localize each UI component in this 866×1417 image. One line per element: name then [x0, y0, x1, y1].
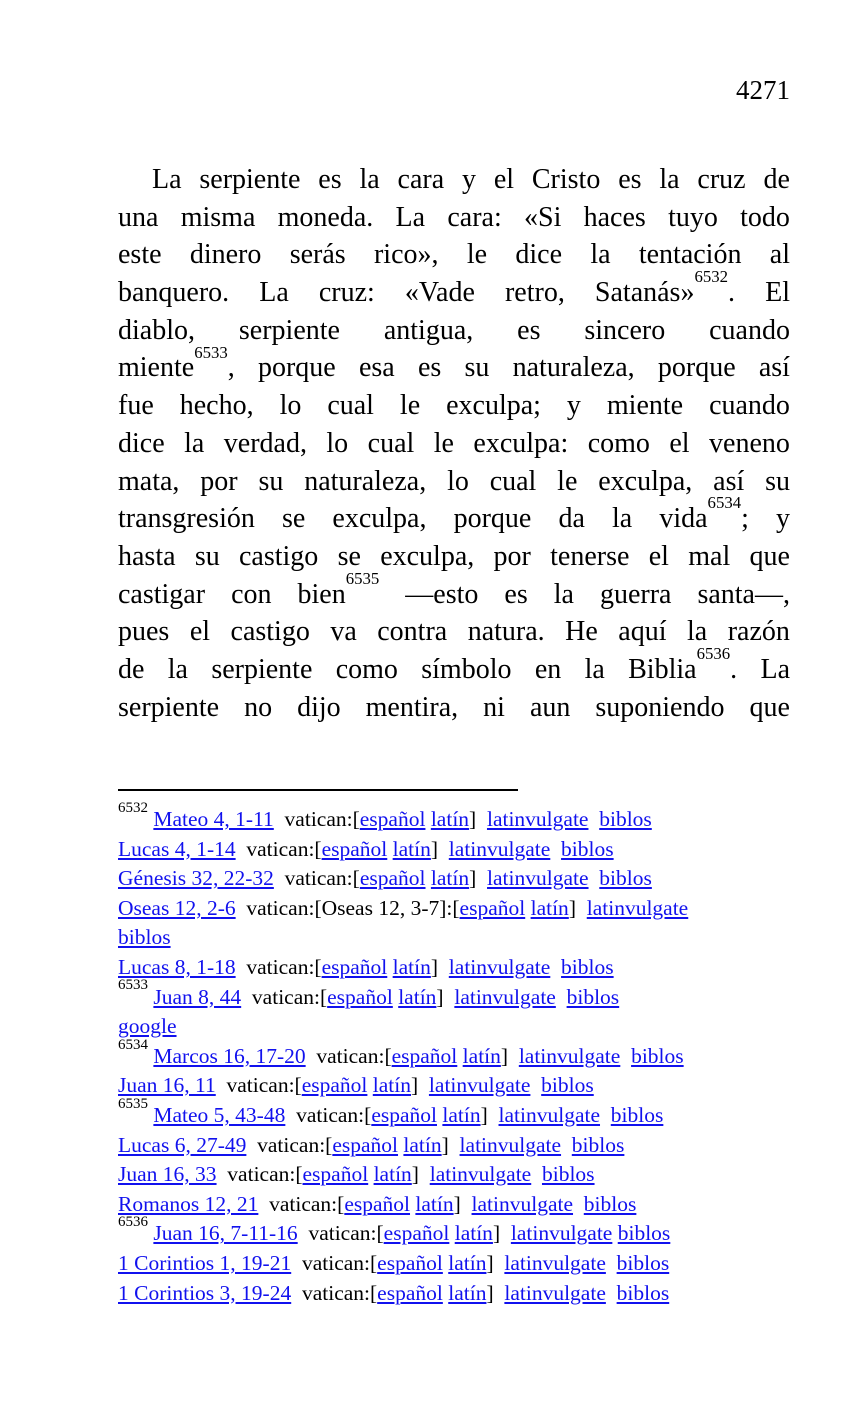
footnote-ref: 6532 — [694, 267, 729, 287]
body-word: da — [558, 503, 585, 535]
footnote-link[interactable]: latín — [462, 1043, 501, 1068]
footnote-link[interactable]: latín — [403, 1132, 442, 1157]
footnote-link[interactable]: biblos — [566, 984, 620, 1009]
body-word: va — [330, 616, 357, 648]
footnote-link[interactable]: latinvulgate — [448, 954, 551, 979]
body-word: le — [433, 427, 454, 459]
footnote-link[interactable]: google — [118, 1014, 177, 1039]
body-word: símbolo — [421, 653, 512, 685]
footnote-link[interactable]: biblos — [616, 1280, 670, 1305]
footnote-link[interactable]: español — [459, 895, 526, 920]
footnote-link[interactable]: 1 Corintios 1, 19-21 — [118, 1250, 292, 1275]
footnote-link[interactable]: biblos — [561, 836, 614, 861]
footnote-line: $^{6535}$ Mateo 5, 43-48 vatican:[español latín] latinvulgate biblos — [118, 1095, 664, 1127]
footnote-link[interactable]: biblos — [610, 1102, 664, 1127]
body-word: que — [749, 691, 790, 723]
footnote-link[interactable]: español — [391, 1043, 458, 1068]
footnote-link[interactable]: biblos — [571, 1132, 625, 1157]
body-word: la — [167, 653, 188, 685]
body-word: He — [565, 616, 598, 648]
body-word: El — [765, 277, 790, 309]
body-word: de — [763, 164, 790, 195]
body-word: aun — [529, 691, 571, 723]
footnote-link[interactable]: Juan 16, 7-11-16 — [153, 1221, 298, 1246]
body-word: hecho, — [179, 390, 254, 422]
footnote-ref: 6536 — [696, 644, 731, 664]
body-word: cuando — [709, 390, 790, 422]
body-word: hasta — [118, 540, 176, 572]
body-word: lo — [279, 390, 302, 422]
body-word: miente$^{6533}$, — [118, 342, 235, 384]
body-line — [118, 613, 790, 651]
body-word: antigua, — [383, 314, 474, 346]
body-word: cual — [367, 427, 415, 459]
footnote-link[interactable]: biblos — [599, 866, 652, 891]
footnote-link[interactable]: latinvulgate — [486, 807, 589, 831]
body-word: «Vade — [404, 277, 475, 309]
footnote-link[interactable]: latinvulgate — [471, 1191, 574, 1216]
body-line — [118, 538, 790, 576]
body-word: cruz — [697, 164, 746, 195]
body-word: Biblia$^{6536}$. — [628, 644, 738, 685]
body-word: se — [281, 503, 306, 535]
footnote-link[interactable]: latinvulgate — [429, 1162, 532, 1187]
footnote-link[interactable]: latín — [430, 866, 470, 891]
body-word: con — [231, 578, 272, 610]
body-word: La — [760, 653, 790, 685]
body-word: santa—, — [697, 578, 790, 610]
body-word: exculpa; — [446, 390, 541, 422]
body-word: exculpa, — [380, 540, 475, 572]
body-line — [118, 387, 790, 425]
body-word: dinero — [189, 239, 262, 271]
footnote-link[interactable]: Lucas 4, 1-14 — [118, 836, 236, 861]
footnote-ref: 6533 — [194, 342, 228, 362]
body-word: diablo, — [118, 314, 195, 346]
footnote-ref: 6534 — [707, 493, 742, 513]
body-word: el — [648, 540, 669, 572]
body-word: le — [466, 239, 488, 271]
body-word: cual — [327, 390, 374, 422]
body-word: por — [200, 465, 238, 497]
footnote-link[interactable]: latín — [398, 984, 437, 1009]
footnote-link[interactable]: latín — [430, 807, 470, 831]
body-word: al — [769, 239, 790, 271]
footnote-link[interactable]: Lucas 6, 27-49 — [118, 1132, 247, 1157]
body-word: serpiente — [211, 653, 313, 685]
footnote-link[interactable]: español — [332, 1132, 399, 1157]
body-word: la — [612, 503, 633, 535]
body-word: transgresión — [118, 503, 255, 535]
footnote-line: 1 Corintios 3, 19-24 vatican:[español latín] latinvulgate biblos — [118, 1280, 670, 1305]
footnote-line: $^{6536}$ Juan 16, 7-11-16 vatican:[español latín] latinvulgate biblos — [118, 1214, 671, 1246]
body-word: cuando — [709, 314, 790, 346]
body-word: moneda. — [277, 201, 374, 233]
body-word: mata, — [118, 465, 180, 497]
body-word: exculpa: — [473, 427, 569, 459]
body-line — [118, 342, 790, 387]
body-word: serás — [289, 239, 346, 271]
footnote-link[interactable]: español — [327, 984, 393, 1009]
footnote-link[interactable]: español — [377, 1280, 443, 1305]
body-word: La — [259, 277, 289, 309]
body-line — [118, 199, 790, 237]
footnote-link[interactable]: español — [302, 1162, 369, 1187]
body-word: es — [318, 164, 342, 195]
footnote-line: Lucas 4, 1-14 vatican:[español latín] latinvulgate biblos — [118, 836, 614, 861]
footnote-link[interactable]: latinvulgate — [428, 1073, 531, 1098]
footnote-link[interactable]: Génesis 32, 22-32 — [118, 866, 274, 891]
footnote-line: Génesis 32, 22-32 vatican:[español latín] latinvulgate biblos — [118, 866, 652, 891]
footnote-number: 6533 — [118, 977, 148, 994]
body-word: el — [189, 616, 211, 648]
footnote-link[interactable]: Mateo 5, 43-48 — [153, 1102, 286, 1127]
footnote-link[interactable]: 1 Corintios 3, 19-24 — [118, 1280, 292, 1305]
footnote-line — [118, 1012, 818, 1042]
footnote-link[interactable]: latinvulgate — [454, 984, 556, 1009]
footnote-link[interactable]: latín — [373, 1162, 412, 1187]
body-word: razón — [727, 616, 790, 648]
body-word: guerra — [599, 578, 672, 610]
body-word: exculpa, — [598, 465, 693, 497]
footnote-line: 1 Corintios 1, 19-21 vatican:[español latín] latinvulgate biblos — [118, 1250, 670, 1275]
body-line — [118, 236, 790, 274]
body-word: naturaleza, — [304, 465, 427, 497]
body-word: como — [587, 427, 650, 459]
footnote-line: Juan 16, 33 vatican:[español latín] latinvulgate biblos — [118, 1162, 595, 1187]
body-word: dice — [515, 239, 562, 271]
footnote-link[interactable]: latín — [372, 1073, 411, 1098]
footnote-link[interactable]: biblos — [617, 1221, 671, 1246]
body-word: el — [669, 427, 690, 459]
footnote-link[interactable]: Mateo 4, 1-11 — [153, 807, 274, 831]
footnote-link[interactable]: español — [371, 1102, 437, 1127]
footnote-number: 6535 — [118, 1095, 148, 1112]
footnote-link[interactable]: latín — [442, 1102, 481, 1127]
footnote-link[interactable]: Juan 16, 33 — [118, 1162, 217, 1187]
footnote-link[interactable]: latín — [530, 895, 569, 920]
footnote-line: Lucas 8, 1-18 vatican:[español latín] latinvulgate biblos — [118, 954, 614, 979]
footnote-link[interactable]: español — [359, 807, 426, 831]
body-word: que — [749, 540, 790, 572]
footnote-link[interactable]: biblos — [541, 1162, 595, 1187]
body-word: misma — [180, 201, 256, 233]
body-word: la — [584, 653, 605, 685]
footnote-link[interactable]: Marcos 16, 17-20 — [153, 1043, 306, 1068]
body-word: cual — [489, 465, 537, 497]
body-word: le — [557, 465, 578, 497]
footnote-link[interactable]: español — [321, 954, 388, 979]
body-word: dijo — [297, 691, 341, 723]
body-word: Satanás»$^{6532}$. — [594, 267, 736, 309]
body-word: no — [244, 691, 273, 723]
body-word: es — [618, 164, 642, 195]
body-word: en — [534, 653, 562, 685]
footnote-link[interactable]: latín — [454, 1221, 493, 1246]
body-word: su — [194, 540, 220, 572]
body-word: la — [659, 164, 680, 195]
body-word: dice — [118, 427, 165, 459]
footnote-link[interactable]: latinvulgate — [448, 836, 551, 861]
body-word: tuyo — [668, 201, 718, 233]
footnote-link[interactable]: latín — [448, 1280, 487, 1305]
body-line — [118, 267, 790, 312]
body-line — [118, 161, 790, 199]
footnote-line: $^{6533}$ Juan 8, 44 vatican:[español latín] latinvulgate biblos — [118, 977, 620, 1009]
body-line — [118, 493, 790, 538]
footnote-line — [118, 923, 818, 953]
footnote-link[interactable]: biblos — [561, 954, 614, 979]
footnote-line: Lucas 6, 27-49 vatican:[español latín] latinvulgate biblos — [118, 1132, 625, 1157]
body-word: la — [686, 616, 708, 648]
body-word: miente — [606, 390, 684, 422]
footnote-link[interactable]: latinvulgate — [504, 1250, 606, 1275]
body-word: la — [553, 578, 574, 610]
footnote-link[interactable]: latín — [448, 1250, 487, 1275]
footnote-link[interactable]: español — [301, 1073, 368, 1098]
body-word: —esto — [405, 578, 479, 610]
body-word: vida$^{6534}$; — [659, 493, 749, 535]
body-word: una — [118, 201, 159, 233]
body-word: por — [493, 540, 531, 572]
body-line — [118, 644, 790, 689]
body-word: ni — [483, 691, 505, 723]
body-word: cara — [397, 164, 445, 195]
body-word: este — [118, 239, 162, 271]
body-word: La — [395, 201, 426, 233]
footnote-separator — [118, 789, 518, 791]
footnote-number: 6534 — [118, 1036, 148, 1053]
body-word: y — [566, 390, 581, 422]
footnotes — [118, 799, 818, 1308]
body-word: contra — [377, 616, 448, 648]
footnote-line: Juan 16, 11 vatican:[español latín] latinvulgate biblos — [118, 1073, 594, 1098]
body-word: naturaleza, — [512, 352, 635, 384]
footnote-number: 6532 — [118, 799, 148, 816]
footnote-link[interactable]: latinvulgate — [504, 1280, 606, 1305]
footnote-link[interactable]: Juan 8, 44 — [153, 984, 242, 1009]
body-word: así — [713, 465, 745, 497]
body-word: se — [337, 540, 361, 572]
footnote-link[interactable]: Oseas 12, 2-6 — [118, 895, 236, 920]
footnote-link[interactable]: español — [383, 1221, 450, 1246]
body-word: mentira, — [365, 691, 459, 723]
footnote-line: $^{6534}$ Marcos 16, 17-20 vatican:[español latín] latinvulgate biblos — [118, 1036, 684, 1068]
footnote-link[interactable]: español — [377, 1250, 443, 1275]
body-word: haces — [583, 201, 646, 233]
body-word: cara: — [447, 201, 502, 233]
body-word: esa — [358, 352, 395, 384]
footnote-link[interactable]: español — [321, 836, 388, 861]
footnote-link[interactable]: Juan 16, 11 — [118, 1073, 216, 1098]
body-word: veneno — [709, 427, 790, 459]
body-word: sincero — [584, 314, 666, 346]
body-word: mal — [688, 540, 731, 572]
footnote-link[interactable]: español — [359, 866, 426, 891]
body-word: la — [184, 427, 205, 459]
body-word: fue — [118, 390, 154, 422]
footnote-line: Oseas 12, 2-6 vatican:[Oseas 12, 3-7]:[español latín] latinvulgate — [118, 895, 689, 920]
body-word: es — [417, 352, 442, 384]
footnote-link[interactable]: latinvulgate — [498, 1102, 601, 1127]
body-word: castigar — [118, 578, 206, 610]
body-word: lo — [326, 427, 349, 459]
body-word: y — [776, 503, 790, 535]
footnote-link[interactable]: latinvulgate — [487, 866, 589, 891]
footnote-link[interactable]: español — [344, 1191, 411, 1216]
body-word: la — [359, 164, 380, 195]
body-text — [118, 161, 790, 726]
footnote-link[interactable]: Romanos 12, 21 — [118, 1191, 259, 1216]
body-word: bien$^{6535}$ — [297, 568, 380, 610]
body-word: porque — [657, 352, 736, 384]
body-word: Cristo — [531, 164, 601, 195]
footnote-link[interactable]: latinvulgate — [510, 1221, 613, 1246]
footnote-line: $^{6532}$ Mateo 4, 1-11 vatican:[español latín] latinvulgate biblos — [118, 799, 652, 831]
body-line — [118, 568, 790, 614]
footnote-link[interactable]: Lucas 8, 1-18 — [118, 954, 236, 979]
body-word: tentación — [638, 239, 742, 271]
body-word: de — [118, 653, 145, 685]
body-word: su — [464, 352, 490, 384]
footnote-link[interactable]: latinvulgate — [586, 895, 689, 920]
body-word: lo — [447, 465, 469, 497]
body-word: la — [590, 239, 611, 271]
body-word: cruz: — [318, 277, 375, 309]
body-word: le — [399, 390, 421, 422]
footnote-link[interactable]: latín — [415, 1191, 454, 1216]
body-word: todo — [740, 201, 790, 233]
body-word: suponiendo — [595, 691, 725, 723]
footnote-link[interactable]: biblos — [541, 1073, 594, 1098]
body-word: como — [335, 653, 398, 685]
footnote-link[interactable]: latinvulgate — [518, 1043, 621, 1068]
body-word: verdad, — [223, 427, 307, 459]
footnote-ref: 6535 — [345, 568, 380, 588]
body-word: rico», — [373, 239, 439, 271]
body-word: así — [758, 352, 790, 384]
body-word: retro, — [504, 277, 565, 309]
footnote-link[interactable]: latín — [392, 836, 431, 861]
body-word: aquí — [618, 616, 667, 648]
body-word: serpiente — [238, 314, 340, 346]
body-word: «Si — [524, 201, 562, 233]
body-word: porque — [453, 503, 532, 535]
body-word: castigo — [230, 616, 310, 648]
body-line — [118, 425, 790, 463]
body-word: exculpa, — [332, 503, 427, 535]
footnote-link[interactable]: latín — [392, 954, 431, 979]
body-word: y — [461, 164, 476, 195]
body-word: su — [765, 465, 790, 497]
footnote-link[interactable]: biblos — [118, 925, 171, 950]
body-word: su — [258, 465, 284, 497]
footnote-link[interactable]: biblos — [599, 807, 652, 831]
body-word: es — [517, 314, 541, 346]
page-number: 4271 — [736, 75, 790, 105]
body-word: serpiente — [118, 691, 220, 723]
body-line — [118, 689, 790, 727]
body-line — [118, 463, 790, 501]
body-word: pues — [118, 616, 170, 648]
footnote-link[interactable]: biblos — [616, 1250, 670, 1275]
footnote-number: 6536 — [118, 1214, 148, 1231]
body-word: natura. — [467, 616, 545, 648]
footnote-line: Romanos 12, 21 vatican:[español latín] latinvulgate biblos — [118, 1191, 637, 1216]
body-word: castigo — [239, 540, 319, 572]
body-word: tenerse — [550, 540, 630, 572]
footnote-link[interactable]: biblos — [583, 1191, 637, 1216]
body-word: banquero. — [118, 277, 230, 309]
body-word: porque — [257, 352, 336, 384]
body-word: La — [152, 164, 182, 195]
body-word: es — [504, 578, 528, 610]
footnote-link[interactable]: biblos — [631, 1043, 684, 1068]
body-word: serpiente — [199, 164, 301, 195]
footnote-link[interactable]: latinvulgate — [459, 1132, 562, 1157]
body-word: el — [493, 164, 515, 195]
